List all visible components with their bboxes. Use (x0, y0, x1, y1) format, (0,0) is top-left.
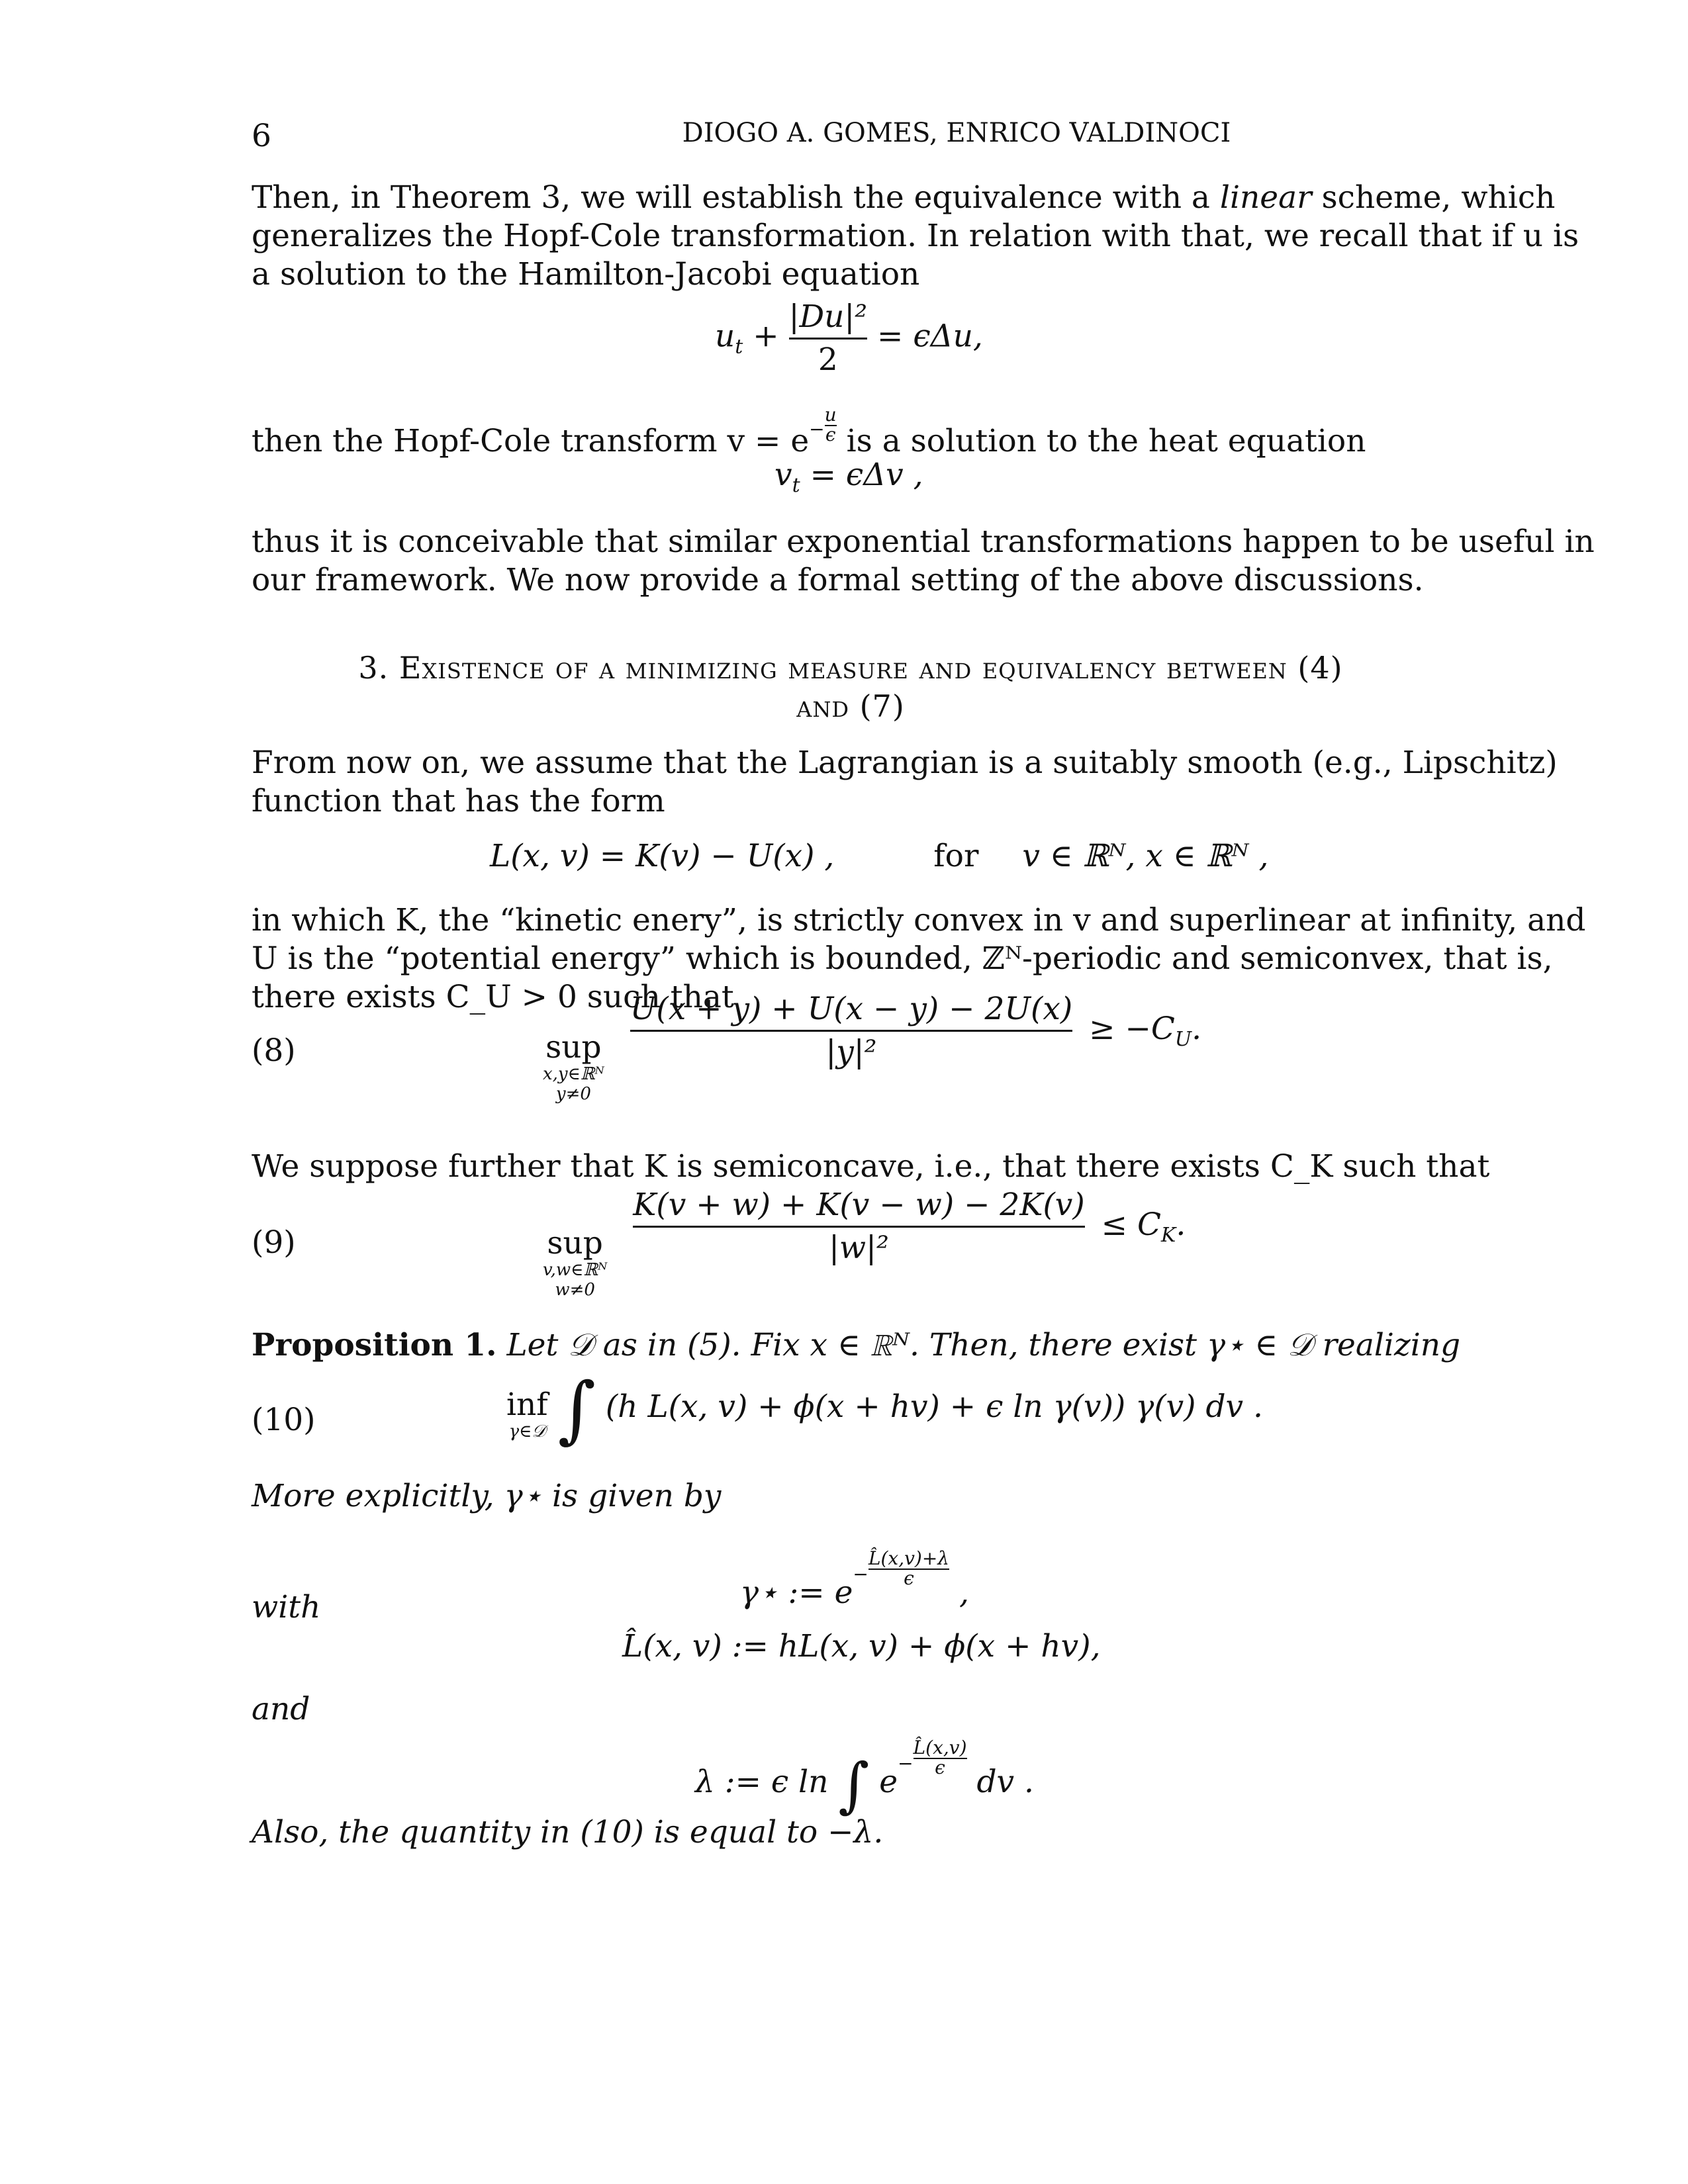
intro-line-2: generalizes the Hopf-Cole transformation. In relation with that, we recall that if u is (252, 218, 1579, 254)
intro-line-6: our framework. We now provide a formal setting of the above discussions. (252, 562, 1424, 598)
integral-symbol: ∫ (838, 1751, 870, 1820)
proposition-and: and (252, 1691, 310, 1727)
equation-heat: $v_t = \epsilon\Delta v$ , (774, 457, 923, 497)
section-title-line-2: and (7) (796, 688, 905, 724)
page-number: 6 (252, 118, 271, 154)
body-p1-line-2: function that has the form (252, 783, 665, 819)
proposition-also: Also, the quantity in (10) is equal to −λ. (252, 1814, 884, 1850)
equation-gamma-star: γ⋆ := e− $\frac{L̂(x,v)+\lambda}{\epsilon}$ , (740, 1547, 969, 1611)
equation-10: inf γ∈𝒟 ∫ (h L(x, v) + ϕ(x + hv) + ϵ ln γ(v)) γ(v) dv . (506, 1367, 1263, 1451)
equation-9: sup v,w∈ℝᴺ w≠0 $\frac{K(v + w) + K(v - w) - 2K(v)}{\text{|w|²}}$ ≤ $C_K$. (543, 1187, 1186, 1300)
body-p2-line-1: in which K, the “kinetic enery”, is strictly convex in v and superlinear at infinity, and (252, 902, 1586, 938)
intro-line-4: then the Hopf-Cole transform v = e− $\frac{u}{\epsilon}$ is a solution to the heat equation (252, 404, 1366, 459)
body-p3: We suppose further that K is semiconcave, i.e., that there exists C_K such that (252, 1148, 1490, 1185)
integral-symbol: ∫ (557, 1367, 596, 1451)
equation-8: sup x,y∈ℝᴺ y≠0 $\frac{U(x + y) + U(x - y) - 2U(x)}{\text{|y|²}}$ ≥ $-C_U$. (543, 991, 1202, 1104)
proposition-statement: Proposition 1. Let 𝒟 as in (5). Fix x ∈ ℝᴺ. Then, there exist γ⋆ ∈ 𝒟 realizing (252, 1327, 1461, 1363)
equation-lhat: L̂(x, v) := hL(x, v) + ϕ(x + hv), (622, 1628, 1101, 1664)
intro-line-3: a solution to the Hamilton-Jacobi equation (252, 256, 920, 293)
running-title: DIOGO A. GOMES, ENRICO VALDINOCI (682, 118, 1231, 148)
proposition-more: More explicitly, γ⋆ is given by (252, 1478, 722, 1514)
body-p2-line-2: U is the “potential energy” which is bounded, ℤᴺ-periodic and semiconvex, that is, (252, 940, 1553, 977)
body-p2-line-3: there exists C_U > 0 such that (252, 979, 734, 1015)
intro-line-1: Then, in Theorem 3, we will establish the equivalence with a linear scheme, which (252, 179, 1556, 216)
equation-9-number: (9) (252, 1224, 296, 1261)
intro-line-5: thus it is conceivable that similar exponential transformations happen to be useful in (252, 523, 1595, 560)
equation-lambda: λ := ϵ ln ∫ e− $\frac{L̂(x,v)}{\epsilon}$ dv . (695, 1737, 1034, 1820)
equation-8-number: (8) (252, 1032, 296, 1069)
equation-10-number: (10) (252, 1402, 316, 1438)
body-p1-line-1: From now on, we assume that the Lagrangian is a suitably smooth (e.g., Lipschitz) (252, 745, 1558, 781)
proposition-with: with (252, 1589, 321, 1625)
equation-lagrangian: L(x, v) = K(v) − U(x) , for v ∈ ℝᴺ, x ∈ ℝᴺ , (490, 838, 1269, 874)
section-title-line-1: 3. Existence of a minimizing measure and equivalency between (4) (358, 650, 1343, 686)
equation-hamilton-jacobi: $u_t$ + $\frac{\text{|Du|²}}{2}$ = ϵΔu, (715, 296, 983, 381)
